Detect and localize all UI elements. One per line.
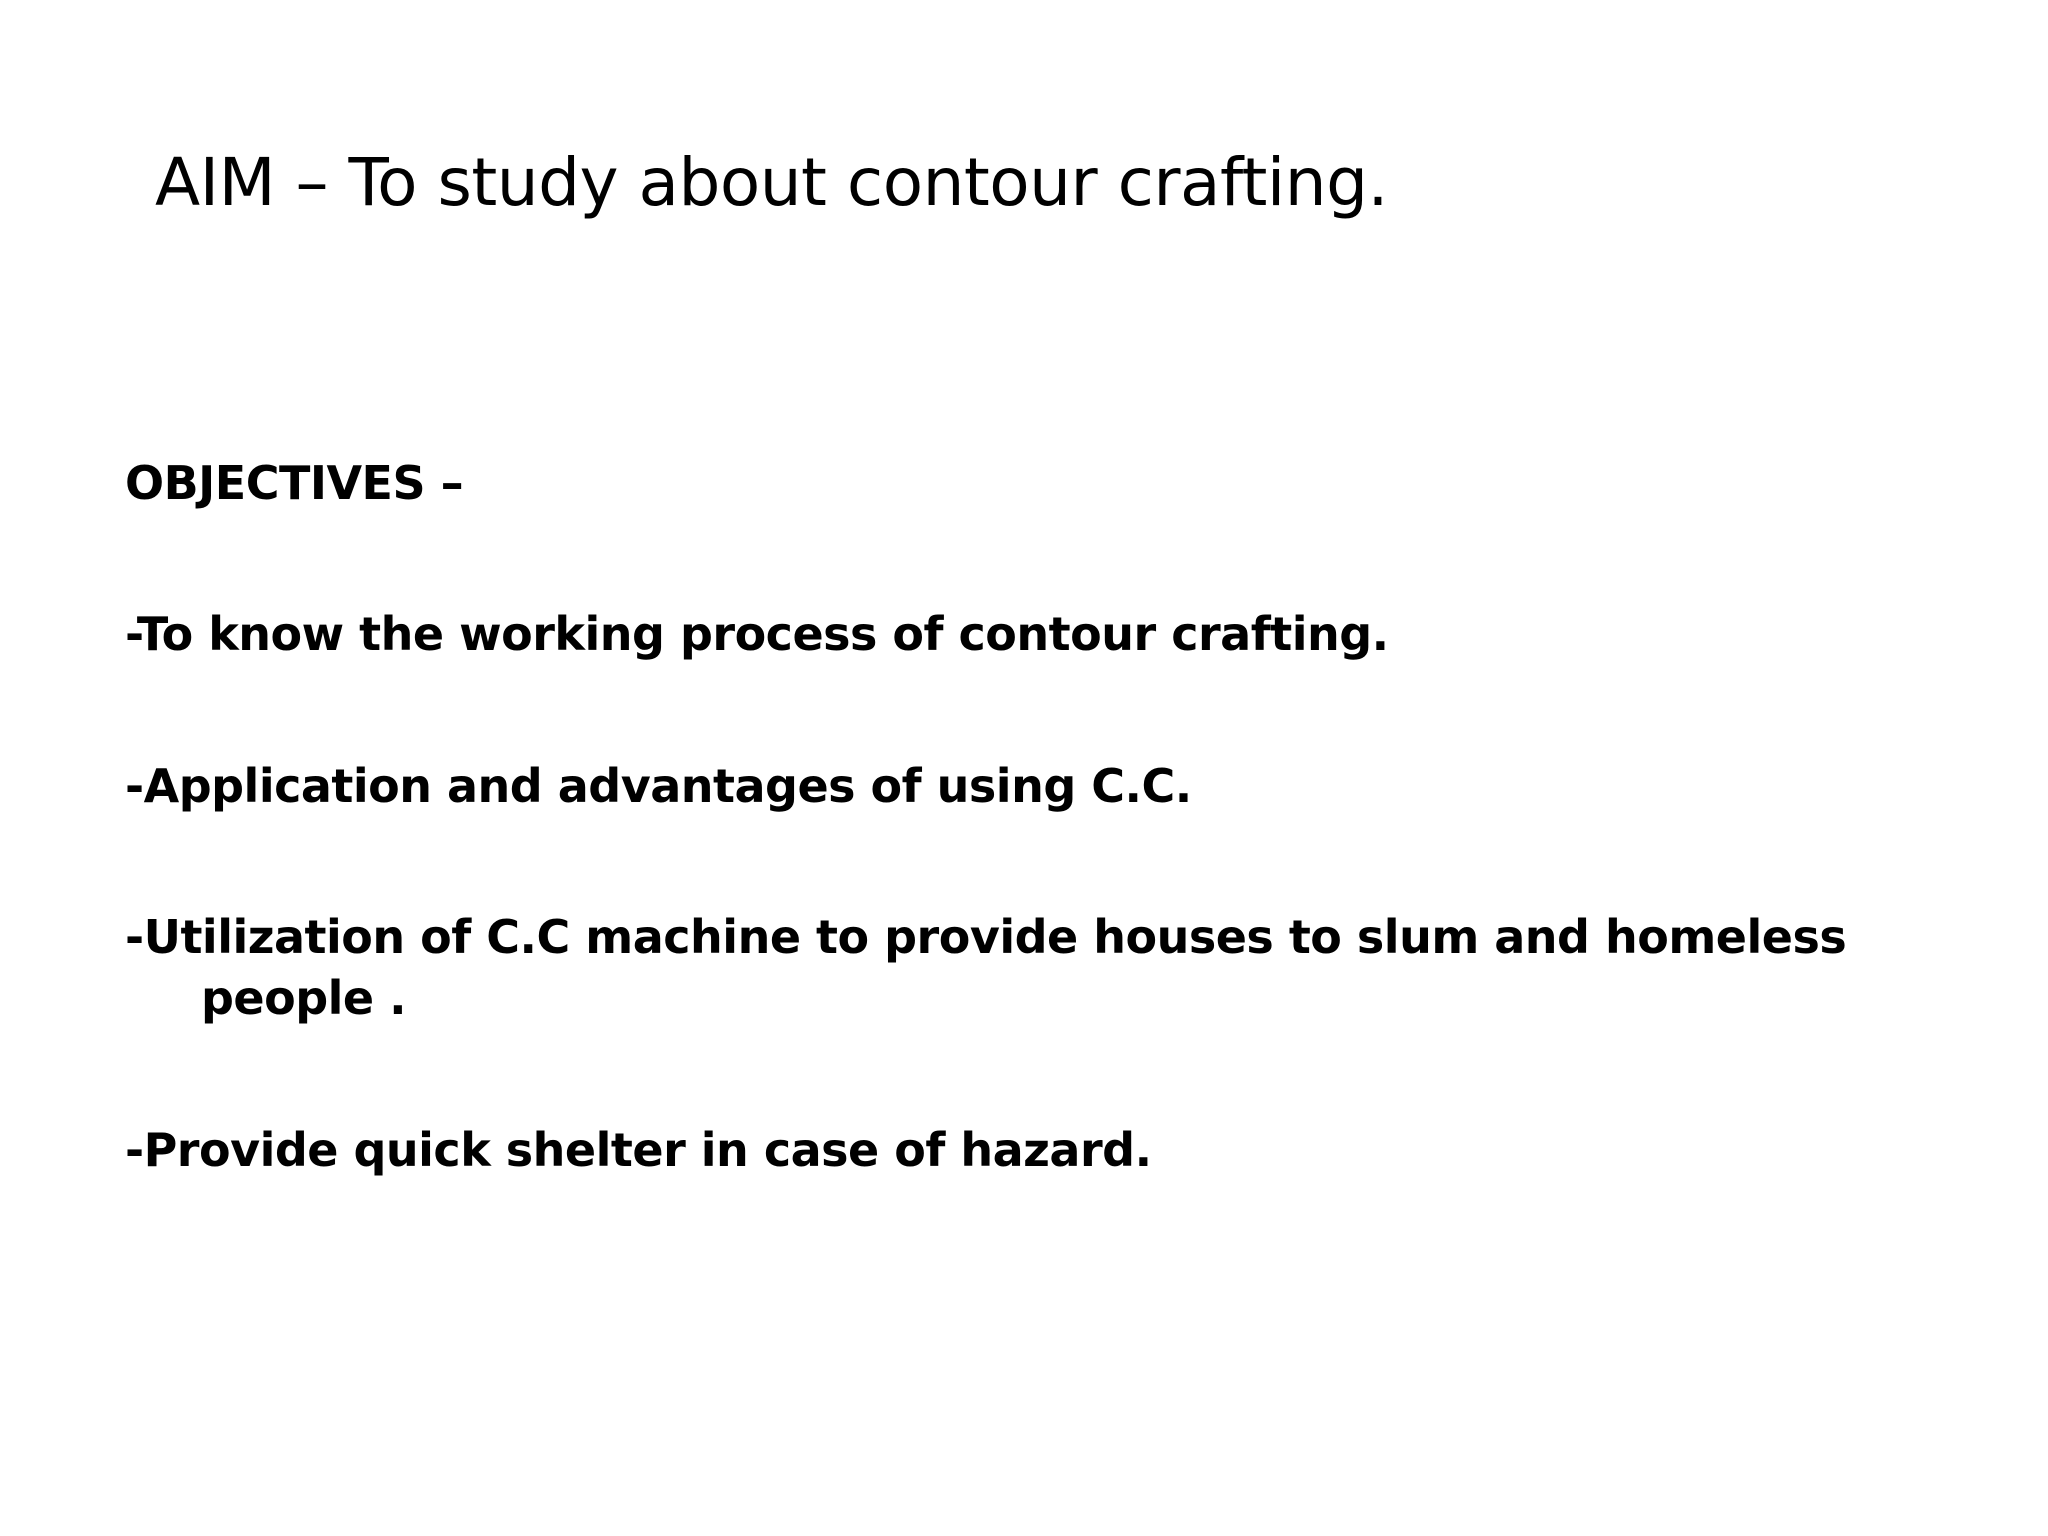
objectives-heading: OBJECTIVES –	[125, 456, 464, 510]
objective-item: -Utilization of C.C machine to provide houses to slum and homeless people .	[125, 910, 1847, 1025]
objective-item: -To know the working process of contour crafting.	[125, 607, 1389, 661]
objective-item: -Provide quick shelter in case of hazard.	[125, 1123, 1152, 1177]
objective-item: -Application and advantages of using C.C.	[125, 759, 1192, 813]
slide-title: AIM – To study about contour crafting.	[155, 144, 1388, 221]
